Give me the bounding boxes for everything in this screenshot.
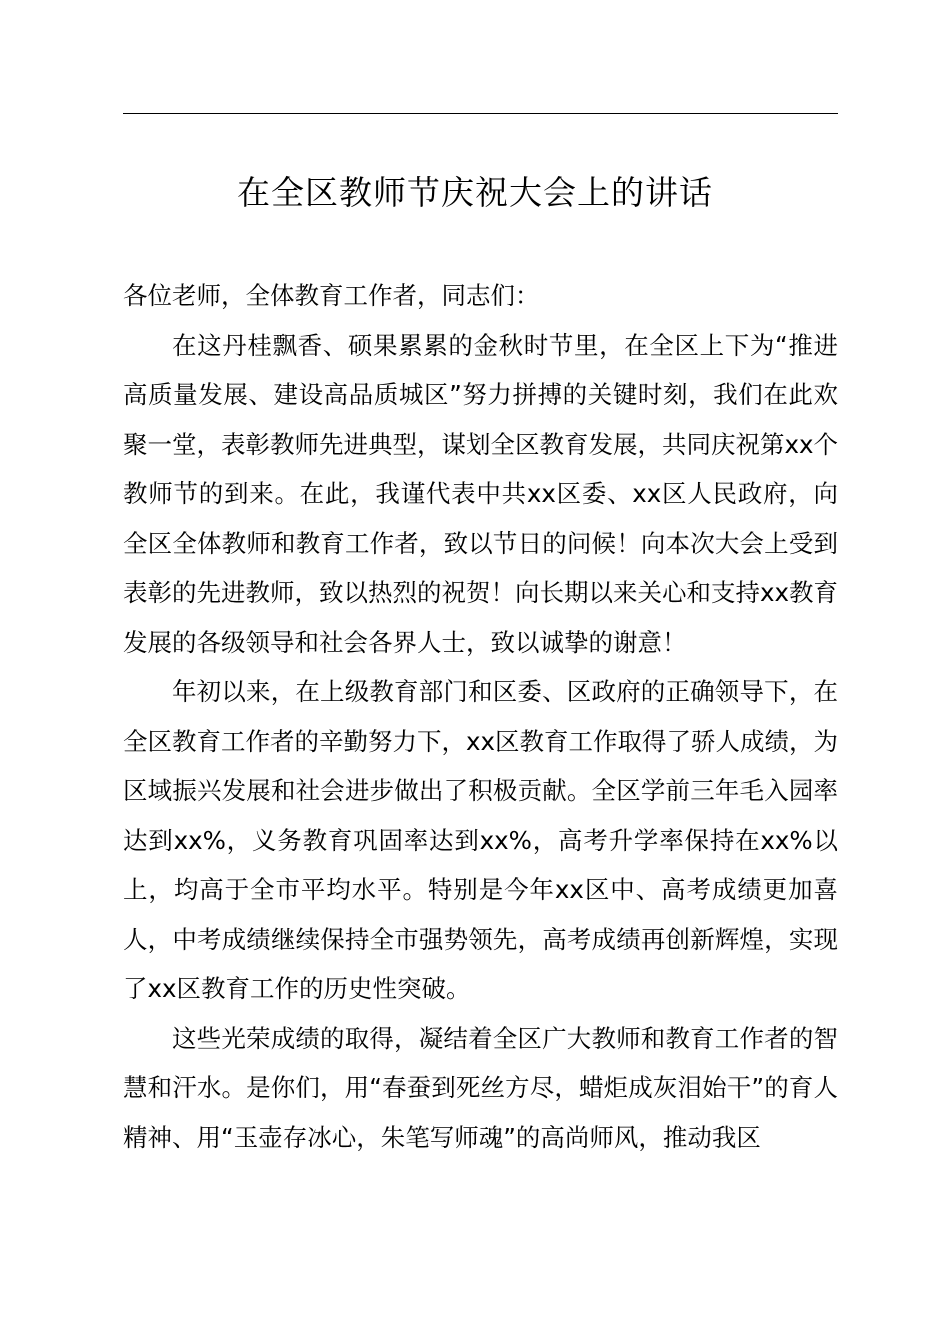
paragraph-tribute: 这些光荣成绩的取得，凝结着全区广大教师和教育工作者的智慧和汗水。是你们，用“春蚕到死丝方尽，蜡炬成灰泪始干”的育人精神、用“玉壶存冰心，朱笔写师魂”的高尚师风，推动我区 xyxy=(123,1023,838,1152)
speech-body xyxy=(123,271,838,1162)
page-title: 在全区教师节庆祝大会上的讲话 xyxy=(237,173,713,212)
salutation: 各位老师，全体教育工作者，同志们： xyxy=(123,281,540,310)
paragraph-achievements: 年初以来，在上级教育部门和区委、区政府的正确领导下，在全区教育工作者的辛勤努力下，xx区教育工作取得了骄人成绩，为区域振兴发展和社会进步做出了积极贡献。全区学前三年毛入园率达到xx%，义务教育巩固率达到xx%，高考升学率保持在xx%以上，均高于全市平均水平。特别是今年xx区中、高考成绩更加喜人，中考成绩继续保持全市强势领先，高考成绩再创新辉煌，实现了xx区教育工作的历史性突破。 xyxy=(123,677,838,1003)
header-rule xyxy=(123,113,838,114)
paragraph-opening: 在这丹桂飘香、硕果累累的金秋时节里，在全区上下为“推进高质量发展、建设高品质城区”努力拼搏的关键时刻，我们在此欢聚一堂，表彰教师先进典型，谋划全区教育发展，共同庆祝第xx个教师节的到来。在此，我谨代表中共xx区委、xx区人民政府，向全区全体教师和教育工作者，致以节日的问候！向本次大会上受到表彰的先进教师，致以热烈的祝贺！向长期以来关心和支持xx教育发展的各级领导和社会各界人士，致以诚挚的谢意！ xyxy=(123,330,838,657)
